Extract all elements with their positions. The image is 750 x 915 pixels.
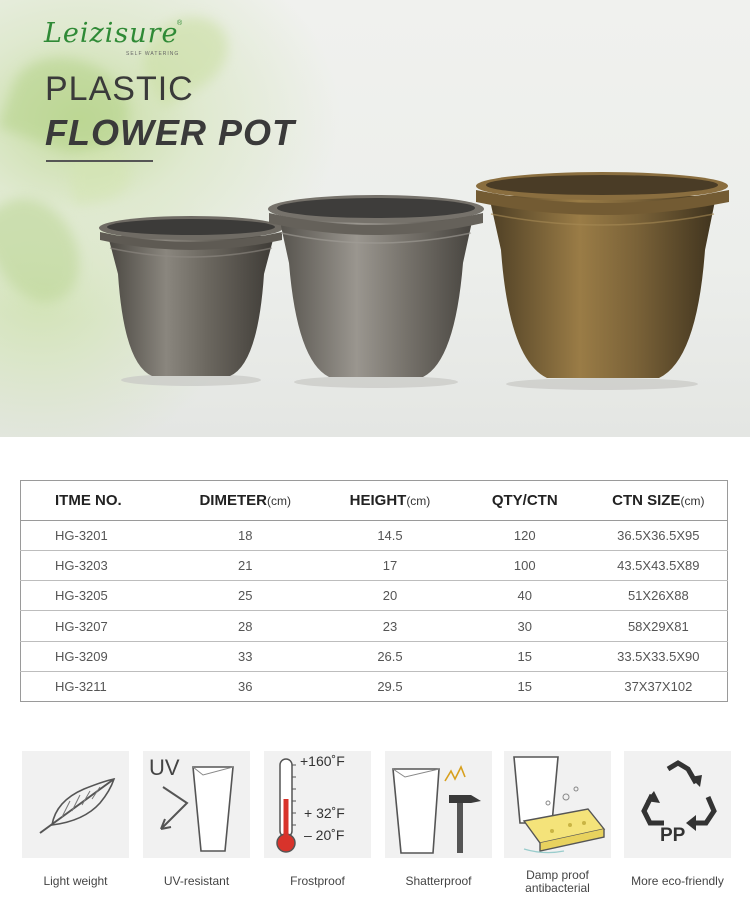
title-underline (46, 160, 153, 162)
cell-qty: 30 (460, 611, 590, 641)
medium-pot (267, 193, 485, 388)
cell-item-no: HG-3207 (21, 611, 171, 641)
cell-diameter: 21 (170, 551, 320, 581)
header-ctn-size: CTN SIZE(cm) (590, 481, 728, 521)
feature-label: More eco-friendly (631, 874, 724, 888)
feature-tile (22, 751, 129, 858)
feature-light-weight (22, 751, 129, 888)
logo-tagline: SELF WATERING (126, 51, 180, 57)
cell-diameter: 28 (170, 611, 320, 641)
cell-diameter: 18 (170, 521, 320, 551)
cell-item-no: HG-3203 (21, 551, 171, 581)
cell-qty: 100 (460, 551, 590, 581)
cell-height: 26.5 (320, 641, 460, 671)
feature-eco-friendly (624, 751, 731, 888)
cell-diameter: 33 (170, 641, 320, 671)
cell-ctn-size: 43.5X43.5X89 (590, 551, 728, 581)
cell-qty: 40 (460, 581, 590, 611)
title-line-1: PLASTIC (45, 70, 194, 108)
registered-mark: ® (177, 20, 183, 27)
cell-ctn-size: 37X37X102 (590, 671, 728, 701)
table-header-row (21, 481, 728, 521)
feature-label (494, 869, 621, 895)
logo-text: Leizisure (44, 18, 179, 49)
cell-height: 29.5 (320, 671, 460, 701)
cell-item-no: HG-3201 (21, 521, 171, 551)
pp-icon-text: PP (660, 825, 686, 846)
uv-icon-text: UV (149, 755, 180, 780)
brand-logo (44, 18, 183, 57)
cell-item-no: HG-3209 (21, 641, 171, 671)
table-row (21, 641, 728, 671)
feature-tile (385, 751, 492, 858)
table-row (21, 611, 728, 641)
cell-ctn-size: 33.5X33.5X90 (590, 641, 728, 671)
cell-item-no: HG-3205 (21, 581, 171, 611)
cell-diameter: 36 (170, 671, 320, 701)
hero-banner (0, 0, 750, 437)
cell-height: 23 (320, 611, 460, 641)
cell-ctn-size: 58X29X81 (590, 611, 728, 641)
feature-tile (143, 751, 250, 858)
title-line-2: FLOWER POT (45, 112, 295, 153)
table-row (21, 551, 728, 581)
cell-qty: 15 (460, 671, 590, 701)
header-height: HEIGHT(cm) (320, 481, 460, 521)
cell-item-no: HG-3211 (21, 671, 171, 701)
large-pot (475, 170, 730, 390)
cell-qty: 120 (460, 521, 590, 551)
spec-table (20, 480, 728, 702)
header-item-no: ITME NO. (21, 481, 171, 521)
hammer-icon (385, 751, 492, 858)
cell-height: 20 (320, 581, 460, 611)
cell-height: 14.5 (320, 521, 460, 551)
feature-shatterproof (385, 751, 492, 888)
temp-high-label: +160˚F (300, 753, 345, 769)
sponge-icon (504, 751, 611, 858)
feature-label-line: antibacterial (525, 881, 590, 895)
header-diameter: DIMETER(cm) (170, 481, 320, 521)
feature-frostproof (264, 751, 371, 888)
blurred-leaf-decoration (66, 145, 134, 205)
temp-mid-label: + 32˚F (304, 805, 345, 821)
feature-label: Shatterproof (405, 874, 472, 888)
table-row (21, 671, 728, 701)
feature-label: Light weight (43, 874, 108, 888)
feature-damp-proof (504, 751, 611, 895)
cell-height: 17 (320, 551, 460, 581)
feature-label-line: Damp proof (526, 868, 589, 882)
cell-ctn-size: 36.5X36.5X95 (590, 521, 728, 551)
feature-tile (264, 751, 371, 858)
feather-icon (22, 751, 129, 858)
feature-label: Frostproof (290, 874, 345, 888)
cell-ctn-size: 51X26X88 (590, 581, 728, 611)
cell-qty: 15 (460, 641, 590, 671)
cell-diameter: 25 (170, 581, 320, 611)
table-row (21, 521, 728, 551)
small-pot (98, 214, 284, 386)
feature-label: UV-resistant (163, 874, 230, 888)
temp-low-label: – 20˚F (304, 827, 345, 843)
header-qty-ctn: QTY/CTN (460, 481, 590, 521)
feature-tile (624, 751, 731, 858)
feature-uv-resistant (143, 751, 250, 888)
table-row (21, 581, 728, 611)
feature-tile (504, 751, 611, 858)
